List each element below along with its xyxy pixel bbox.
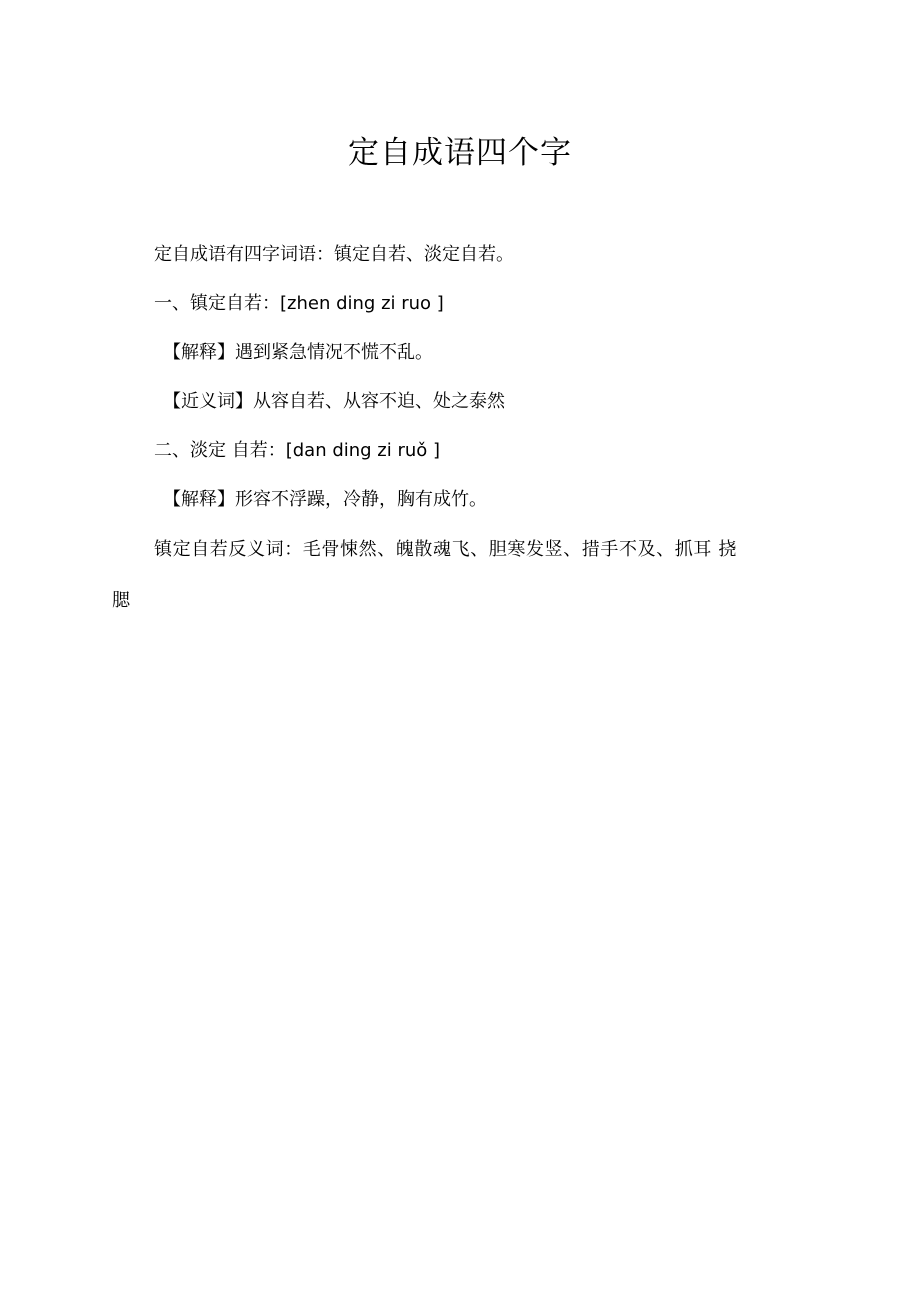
idiom-2-explanation: 【解释】形容不浮躁，冷静，胸有成竹。 bbox=[163, 489, 487, 510]
idiom-2-heading: 二、淡定 自若：[dan ding zi ruǒ ] bbox=[154, 440, 441, 461]
idiom-1-explanation: 【解释】遇到紧急情况不慌不乱。 bbox=[163, 342, 433, 363]
page-title: 定自成语四个字 bbox=[348, 135, 572, 171]
intro-paragraph: 定自成语有四字词语：镇定自若、淡定自若。 bbox=[154, 244, 514, 265]
idiom-1-heading: 一、镇定自若：[zhen ding zi ruo ] bbox=[154, 293, 444, 314]
antonyms-paragraph: 镇定自若反义词：毛骨悚然、魄散魂飞、胆寒发竖、措手不及、抓耳 挠 bbox=[154, 539, 737, 560]
antonyms-paragraph-continued: 腮 bbox=[112, 590, 130, 611]
idiom-1-synonyms: 【近义词】从容自若、从容不迫、处之泰然 bbox=[163, 391, 505, 412]
